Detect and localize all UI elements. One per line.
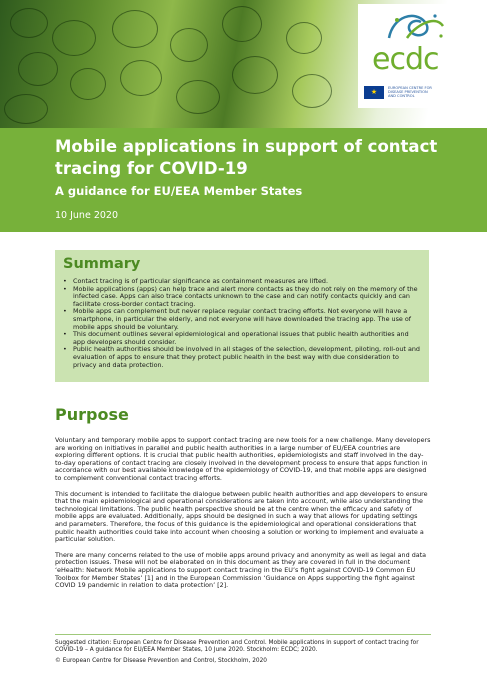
decorative-cell bbox=[176, 80, 220, 114]
copyright-notice: © European Centre for Disease Prevention and Control, Stockholm, 2020 bbox=[55, 658, 267, 665]
title-band bbox=[0, 128, 487, 232]
eu-flag-icon: ★ bbox=[364, 86, 384, 99]
footer bbox=[55, 640, 431, 666]
summary-list bbox=[63, 278, 421, 369]
decorative-cell bbox=[70, 68, 106, 100]
publication-date: 10 June 2020 bbox=[55, 210, 118, 221]
summary-box bbox=[55, 250, 429, 382]
decorative-cell bbox=[4, 94, 48, 124]
decorative-cell bbox=[170, 28, 208, 62]
ecdc-logo bbox=[358, 4, 480, 108]
decorative-cell bbox=[52, 20, 96, 56]
decorative-cell bbox=[222, 6, 262, 42]
decorative-cell bbox=[292, 74, 332, 108]
summary-item: • Public health authorities should be involved in all stages of the selection, development, piloting, roll-out and evaluation of apps to ensure that they protect public health in the best way with due consideration to privacy and data protection. bbox=[63, 346, 421, 369]
suggested-citation: Suggested citation: European Centre for Disease Prevention and Control. Mobile applications in support of contact tracing for COVID-19 – A guidance for EU/EEA Member States, 10 June 2020. Stockholm: ECDC; 2020. bbox=[55, 640, 419, 654]
logo-subtitle-line: AND CONTROL bbox=[388, 94, 415, 99]
purpose-heading: Purpose bbox=[55, 405, 129, 424]
summary-item: • This document outlines several epidemiological and operational issues that public health authorities and app developers should consider. bbox=[63, 331, 421, 346]
decorative-cell bbox=[18, 52, 58, 86]
body-paragraph: There are many concerns related to the use of mobile apps around privacy and anonymity as well as legal and data protection issues. These will not be elaborated on in this document as they are covered in full in the document ‘eHealth: Network Mobile applications to support contact tracing in the EU’s fight against COVID-19 Common EU Toolbox for Member States’ [1] and in the European Commission ‘Guidance on Apps supporting the fight against COVID 19 pandemic in relation to data protection’ [2]. bbox=[55, 550, 427, 590]
decorative-cell bbox=[112, 10, 158, 48]
logo-subtitle-line: EUROPEAN CENTRE FOR bbox=[388, 86, 432, 90]
document-subtitle: A guidance for EU/EEA Member States bbox=[55, 184, 303, 198]
summary-item: • Contact tracing is of particular significance as containment measures are lifted. bbox=[63, 278, 421, 286]
footer-divider bbox=[55, 634, 431, 635]
decorative-cell bbox=[232, 56, 278, 94]
decorative-cell bbox=[286, 22, 322, 54]
summary-item: • Mobile applications (apps) can help trace and alert more contacts as they do not rely on the memory of the infected case. Apps can also trace contacts unknown to the case and can notify contacts quickly and can facilitate cross-border contact tracing. bbox=[63, 286, 421, 309]
ecdc-swirl-icon bbox=[385, 8, 447, 44]
cover-header-image bbox=[0, 0, 487, 128]
summary-heading: Summary bbox=[63, 256, 141, 272]
logo-subtitle bbox=[388, 86, 478, 99]
body-paragraph: This document is intended to facilitate the dialogue between public health authorities and app developers to ensure that the main epidemiological and operational considerations are taken into account, while also understanding the technological limitations. The public health perspective should be at the centre when the efficacy and safety of mobile apps are evaluated. Additionally, apps should be designed in such a way that allows for updating settings and parameters. Therefore, the focus of this guidance is the epidemiological and operational considerations that public health authorities could take into account when choosing a solution or working to implement and evaluate a particular solution. bbox=[55, 489, 428, 544]
document-title: Mobile applications in support of contact tracing for COVID-19 bbox=[55, 137, 438, 178]
logo-subtitle-line: DISEASE PREVENTION bbox=[388, 90, 428, 95]
decorative-cell bbox=[120, 60, 162, 96]
decorative-cell bbox=[10, 8, 48, 38]
summary-item: • Mobile apps can complement but never replace regular contact tracing efforts. Not everyone will have a smartphone, in particular the elderly, and not everyone will have downloaded the tracing app. The use of mobile apps should be voluntary. bbox=[63, 308, 421, 331]
body-paragraph: Voluntary and temporary mobile apps to support contact tracing are new tools for a new challenge. Many developers are working on initiatives in parallel and public health authorities in a large number of EU/EEA countries are exploring different options. It is crucial that public health authorities, epidemiologists and staff involved in the day-to-day operations of contact tracing are closely involved in the development process to ensure that apps function in accordance with our best available knowledge of the epidemiology of COVID-19, and that mobile apps are designed to complement conventional contact tracing efforts. bbox=[55, 436, 431, 482]
ecdc-wordmark: ecdc bbox=[372, 42, 439, 77]
purpose-body bbox=[55, 437, 431, 598]
